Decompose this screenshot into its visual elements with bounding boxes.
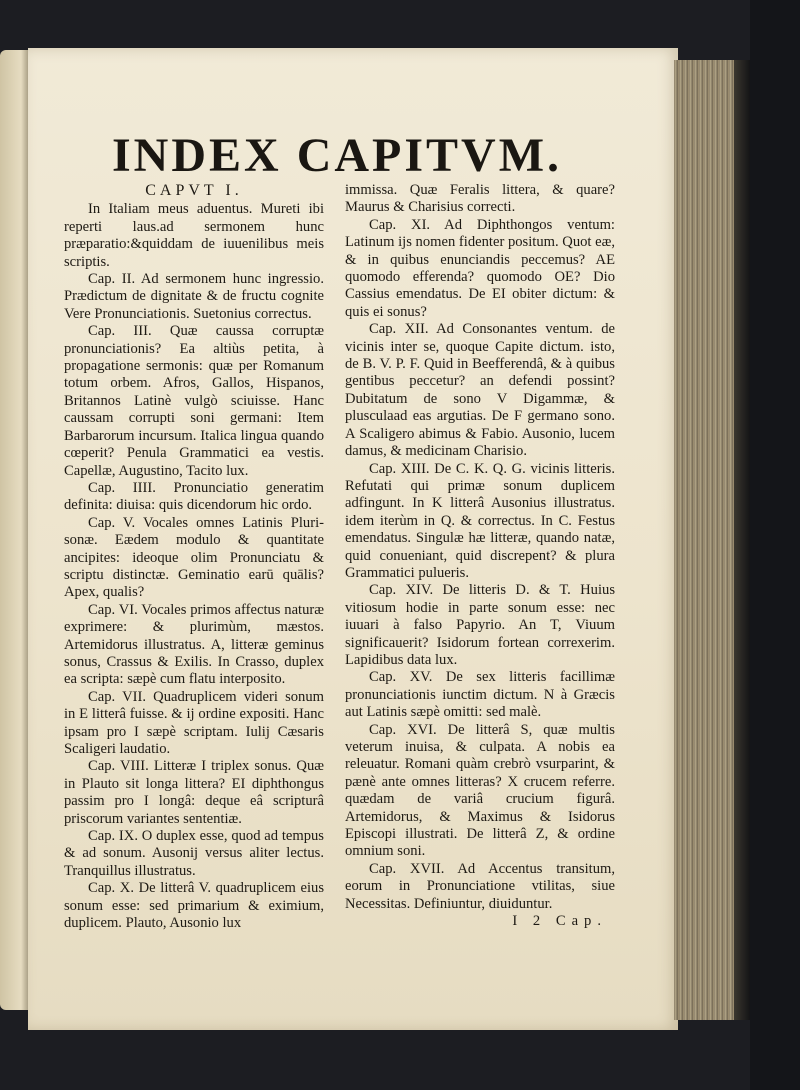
chapter-entry: Cap. VII. Quadruplicem videri sonum in E litterâ fuisse. & ij ordine expositi. Hanc ipsam pro I sæpè scriptam. Iulij Cæsaris Scaligeri laudatio. (64, 688, 324, 757)
chapter-entry: In Italiam meus aduentus. Mureti ibi reperti laus.ad sermonem hunc præparatio:&quiddam de iuuenilibus meis scriptis. (64, 201, 324, 270)
chapter-entry: Cap. II. Ad sermonem hunc ingressio. Prædictum de dignitate & de fructu cognite Vere Pronunciationis. Suetonius correctus. (64, 271, 324, 322)
chapter-entry: Cap. VI. Vocales primos affectus naturæ exprimere: & plurimùm, mæstos. Artemidorus illustratus. A, litteræ geminus sonus, Crassus & Exilis. In Crasso, duplex ea scripta: sæpè cum flatu interposito. (64, 601, 324, 688)
chapter-entry: Cap. XIII. De C. K. Q. G. vicinis litteris. Refutati qui primæ sonum duplicem adfingunt. In K litterâ Ausonius illustratus. idem iterùm in Q. & correctus. In C. Festus emendatus. Singulæ hæ litteræ, quando natæ, quid conueniant, quid discrepent? & plura Grammatici pulueris. (345, 460, 615, 581)
chapter-entry: Cap. XIV. De litteris D. & T. Huius vitiosum hodie in parte sonum esse: nec iuuari à falso Papyrio. An T, Viuum significauerit? Isidorum fortean correxerim. Lapidibus data lux. (345, 582, 615, 668)
chapter-entry: Cap. XII. Ad Consonantes ventum. de vicinis inter se, quoque Capite dictum. isto, de B. V. P. F. Quid in Beefferendâ, & à quibus gentibus peccetur? an defendi possint? Dubitatum de sono V Digammæ, & plusculaad eas argutias. De F germano sono. A Scaligero abimus & Fabio. Ausonio, lucem damus, & medicinam Charisio. (345, 321, 615, 460)
page-title: INDEX CAPITVM. (112, 129, 562, 182)
chapter-entry: Cap. VIII. Litteræ I triplex sonus. Quæ in Plauto sit longa littera? EI diphthongus passim pro I longâ: deque eâ scripturâ priscorum variantes sententiæ. (64, 758, 324, 827)
page-edges (674, 60, 750, 1020)
catchword: I 2 Cap. (512, 913, 607, 930)
chapter-entry: Cap. IIII. Pronunciatio generatim definita: diuisa: quis dicendorum hic ordo. (64, 479, 324, 514)
chapter-entry: Cap. V. Vocales omnes Latinis Pluri-sonæ. Eædem modulo & quantitate ancipites: ideoque olim Pronunciatu & scriptu distinctæ. Geminatio earū quālis? Apex, qualis? (64, 514, 324, 601)
chapter-entry: Cap. III. Quæ caussa corruptæ pronunciationis? Ea altiùs petita, à propagatione sermonis: quæ per Romanum totum orbem. Afros, Gallos, Hispanos, Britannos Latinè vulgò sciuisse. Hanc caussam corrupti soni germani: Item Barbarorum incursum. Italica lingua quando cœperit? Penula Grammatici ea vestis. Capellæ, Augustino, Tacito lux. (64, 323, 324, 479)
chapter-entry: Cap. IX. O duplex esse, quod ad tempus & ad sonum. Ausonij versus aliter lectus. Tranquillus illustratus. (64, 828, 324, 879)
chapter-entry: Cap. XVII. Ad Accentus transitum, eorum in Pronunciatione vtilitas, siue Necessitas. Definiuntur, diuiduntur. (345, 860, 615, 912)
chapter-entry: immissa. Quæ Feralis littera, & quare? Maurus & Charisius correcti. (345, 182, 615, 216)
chapter-entry: Cap. XV. De sex litteris facillimæ pronunciationis iunctim dictum. N à Græcis aut Latinis sæpè omitti: sed malè. (345, 669, 615, 721)
background-dark (750, 0, 800, 1090)
previous-page-edge (0, 50, 30, 1010)
chapter-entry: Cap. XI. Ad Diphthongos ventum: Latinum ijs nomen fidenter positum. Quot eæ, & in quibus enunciandis peccemus? AE quomodo efferenda? quomodo OE? Dio Cassius emendatus. De EI obiter dictum: & quis ei sonus? (345, 216, 615, 320)
right-column (345, 182, 615, 930)
column-heading: CAPVT I. (145, 182, 243, 199)
left-column (64, 182, 324, 932)
chapter-entry: Cap. X. De litterâ V. quadruplicem eius sonum esse: sed primarium & eximium, duplicem. Plauto, Ausonio lux (64, 880, 324, 932)
chapter-entry: Cap. XVI. De litterâ S, quæ multis veterum inuisa, & culpata. A nobis ea releuatur. Romani quàm crebrò vsurparint, & pænè ante omnes litteras? X crucem referre. quædam de variâ crucium figurâ. Artemidorus, & Maximus & Isidorus Episcopi illustrati. De litterâ Z, & ordine omnium soni. (345, 721, 615, 860)
